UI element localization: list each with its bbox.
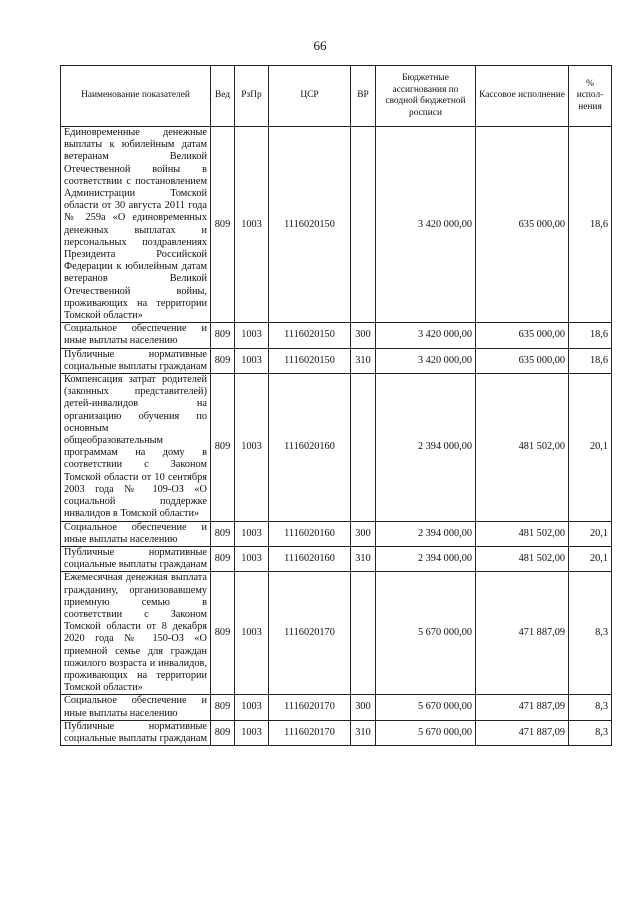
table-row	[61, 521, 612, 546]
cell-name: Публичные нормативные социальные выплаты гражданам	[61, 720, 211, 745]
cell-vr: 310	[351, 720, 376, 745]
cell-pct: 20,1	[569, 546, 612, 571]
header-cash: Кассовое исполнение	[476, 66, 569, 127]
cell-ved: 809	[211, 127, 235, 323]
cell-cash: 481 502,00	[476, 521, 569, 546]
cell-name: Социальное обеспечение и иные выплаты населению	[61, 521, 211, 546]
cell-name: Компенсация затрат родителей (законных представителей) детей-инвалидов на организацию обучения по основным общеобразовательным программам на дому в соответствии с Законом Томской области от 10 сентября 2003 года № 109-ОЗ «О социальной поддержке инвалидов в Томской области»	[61, 374, 211, 521]
cell-pct: 20,1	[569, 374, 612, 521]
table-row	[61, 572, 612, 695]
header-rzpr: РзПр	[235, 66, 269, 127]
header-name: Наименование показателей	[61, 66, 211, 127]
budget-execution-table	[60, 65, 612, 746]
cell-ved: 809	[211, 720, 235, 745]
cell-name: Единовременные денежные выплаты к юбилейным датам ветеранам Великой Отечественной войны в соответствии с постановлением Администрации Томской области от 30 августа 2011 года № 259а «О единовременных денежных выплатах и персональных поздравлениях Президента Российской Федерации к юбилейным датам ветеранов Великой Отечественной войны, проживающих на территории Томской области»	[61, 127, 211, 323]
cell-ved: 809	[211, 348, 235, 373]
cell-pct: 8,3	[569, 720, 612, 745]
cell-vr	[351, 127, 376, 323]
cell-csr: 1116020160	[269, 546, 351, 571]
cell-ved: 809	[211, 374, 235, 521]
cell-vr: 310	[351, 546, 376, 571]
table-header-row	[61, 66, 612, 127]
cell-ved: 809	[211, 572, 235, 695]
cell-pct: 8,3	[569, 572, 612, 695]
cell-vr	[351, 572, 376, 695]
cell-rzpr: 1003	[235, 348, 269, 373]
cell-ved: 809	[211, 323, 235, 348]
cell-rzpr: 1003	[235, 374, 269, 521]
cell-csr: 1116020170	[269, 695, 351, 720]
cell-cash: 635 000,00	[476, 323, 569, 348]
cell-ved: 809	[211, 695, 235, 720]
header-plan: Бюджетные ассигнования по сводной бюджетной росписи	[376, 66, 476, 127]
cell-csr: 1116020170	[269, 720, 351, 745]
cell-rzpr: 1003	[235, 720, 269, 745]
cell-vr: 300	[351, 695, 376, 720]
cell-cash: 635 000,00	[476, 127, 569, 323]
cell-ved: 809	[211, 521, 235, 546]
cell-plan: 5 670 000,00	[376, 720, 476, 745]
cell-plan: 2 394 000,00	[376, 546, 476, 571]
cell-cash: 471 887,09	[476, 695, 569, 720]
cell-name: Социальное обеспечение и иные выплаты населению	[61, 695, 211, 720]
table-row	[61, 695, 612, 720]
cell-pct: 18,6	[569, 127, 612, 323]
cell-cash: 481 502,00	[476, 546, 569, 571]
cell-plan: 3 420 000,00	[376, 323, 476, 348]
cell-pct: 20,1	[569, 521, 612, 546]
table-row	[61, 348, 612, 373]
cell-plan: 3 420 000,00	[376, 127, 476, 323]
cell-ved: 809	[211, 546, 235, 571]
cell-vr: 300	[351, 323, 376, 348]
cell-cash: 481 502,00	[476, 374, 569, 521]
table-row	[61, 546, 612, 571]
cell-vr	[351, 374, 376, 521]
cell-name: Социальное обеспечение и иные выплаты населению	[61, 323, 211, 348]
cell-vr: 310	[351, 348, 376, 373]
table-row	[61, 323, 612, 348]
cell-plan: 5 670 000,00	[376, 695, 476, 720]
header-csr: ЦСР	[269, 66, 351, 127]
cell-name: Ежемесячная денежная выплата гражданину, организовавшему приемную семью в соответствии с Законом Томской области от 8 декабря 2020 года № 150-ОЗ «О приемной семье для граждан пожилого возраста и инвалидов, проживающих на территории Томской области»	[61, 572, 211, 695]
cell-plan: 2 394 000,00	[376, 521, 476, 546]
page-number: 66	[313, 38, 327, 53]
cell-rzpr: 1003	[235, 323, 269, 348]
cell-csr: 1116020150	[269, 348, 351, 373]
cell-rzpr: 1003	[235, 572, 269, 695]
cell-rzpr: 1003	[235, 546, 269, 571]
cell-csr: 1116020150	[269, 323, 351, 348]
cell-cash: 471 887,09	[476, 572, 569, 695]
cell-name: Публичные нормативные социальные выплаты гражданам	[61, 546, 211, 571]
cell-cash: 635 000,00	[476, 348, 569, 373]
cell-csr: 1116020160	[269, 521, 351, 546]
cell-pct: 18,6	[569, 323, 612, 348]
cell-csr: 1116020160	[269, 374, 351, 521]
header-pct: % испол-нения	[569, 66, 612, 127]
cell-pct: 18,6	[569, 348, 612, 373]
cell-vr: 300	[351, 521, 376, 546]
cell-plan: 3 420 000,00	[376, 348, 476, 373]
cell-plan: 5 670 000,00	[376, 572, 476, 695]
cell-csr: 1116020150	[269, 127, 351, 323]
cell-rzpr: 1003	[235, 521, 269, 546]
cell-name: Публичные нормативные социальные выплаты гражданам	[61, 348, 211, 373]
table-row	[61, 374, 612, 521]
cell-plan: 2 394 000,00	[376, 374, 476, 521]
header-ved: Вед	[211, 66, 235, 127]
table-row	[61, 720, 612, 745]
cell-cash: 471 887,09	[476, 720, 569, 745]
cell-csr: 1116020170	[269, 572, 351, 695]
cell-rzpr: 1003	[235, 695, 269, 720]
cell-pct: 8,3	[569, 695, 612, 720]
cell-rzpr: 1003	[235, 127, 269, 323]
table-row	[61, 127, 612, 323]
header-vr: ВР	[351, 66, 376, 127]
